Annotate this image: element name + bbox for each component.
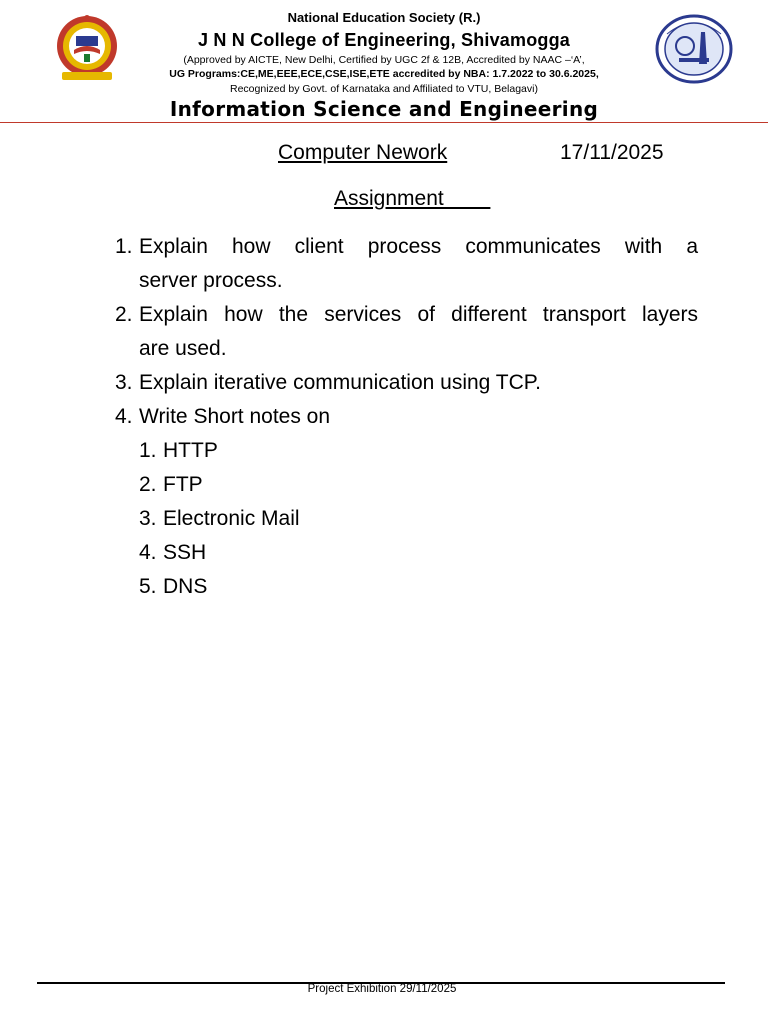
- sub-text: Electronic Mail: [163, 507, 300, 530]
- short-notes-list: [139, 434, 698, 604]
- question-text-line: are used.: [139, 337, 227, 360]
- assignment-date: 17/11/2025: [560, 141, 664, 164]
- sub-text: SSH: [163, 541, 207, 564]
- assignment-heading: Assignment: [334, 187, 491, 210]
- question-number: 1.: [115, 235, 133, 258]
- sub-number: 2.: [139, 473, 157, 496]
- programs-line: UG Programs:CE,ME,EEE,ECE,CSE,ISE,ETE accredited by NBA: 1.7.2022 to 30.6.2025,: [169, 68, 599, 80]
- footer-text: Project Exhibition 29/11/2025: [307, 983, 457, 995]
- recognition-line: Recognized by Govt. of Karnataka and Affiliated to VTU, Belagavi): [230, 83, 538, 95]
- question-number: 4.: [115, 405, 133, 428]
- question-number: 2.: [115, 303, 133, 326]
- department-name: Information Science and Engineering: [169, 97, 599, 121]
- sub-number: 1.: [139, 439, 157, 462]
- sub-text: DNS: [163, 575, 208, 598]
- sub-number: 4.: [139, 541, 157, 564]
- question-text: Write Short notes on: [139, 405, 331, 428]
- list-item: [115, 230, 698, 298]
- question-text-line: Explain how client process communicates with a: [139, 235, 698, 258]
- society-name: National Education Society (R.): [287, 10, 481, 25]
- sub-text: HTTP: [163, 439, 218, 462]
- list-item: [139, 502, 698, 536]
- list-item: [139, 468, 698, 502]
- question-text: Explain iterative communication using TCP.: [139, 371, 541, 394]
- subject-title: Computer Nework: [278, 141, 448, 164]
- question-list: [115, 230, 698, 604]
- sub-number: 5.: [139, 575, 157, 598]
- header-divider: [0, 122, 768, 123]
- list-item: [115, 400, 698, 604]
- question-text-line: server process.: [139, 269, 283, 292]
- list-item: [115, 366, 698, 400]
- list-item: [115, 298, 698, 366]
- question-number: 3.: [115, 371, 133, 394]
- college-name: J N N College of Engineering, Shivamogga: [197, 30, 571, 50]
- list-item: [139, 536, 698, 570]
- list-item: [139, 434, 698, 468]
- question-text-line: Explain how the services of different transport layers: [139, 303, 698, 326]
- sub-text: FTP: [163, 473, 203, 496]
- sub-number: 3.: [139, 507, 157, 530]
- list-item: [139, 570, 698, 604]
- approval-line: (Approved by AICTE, New Delhi, Certified by UGC 2f & 12B, Accredited by NAAC –‘A’,: [183, 54, 585, 66]
